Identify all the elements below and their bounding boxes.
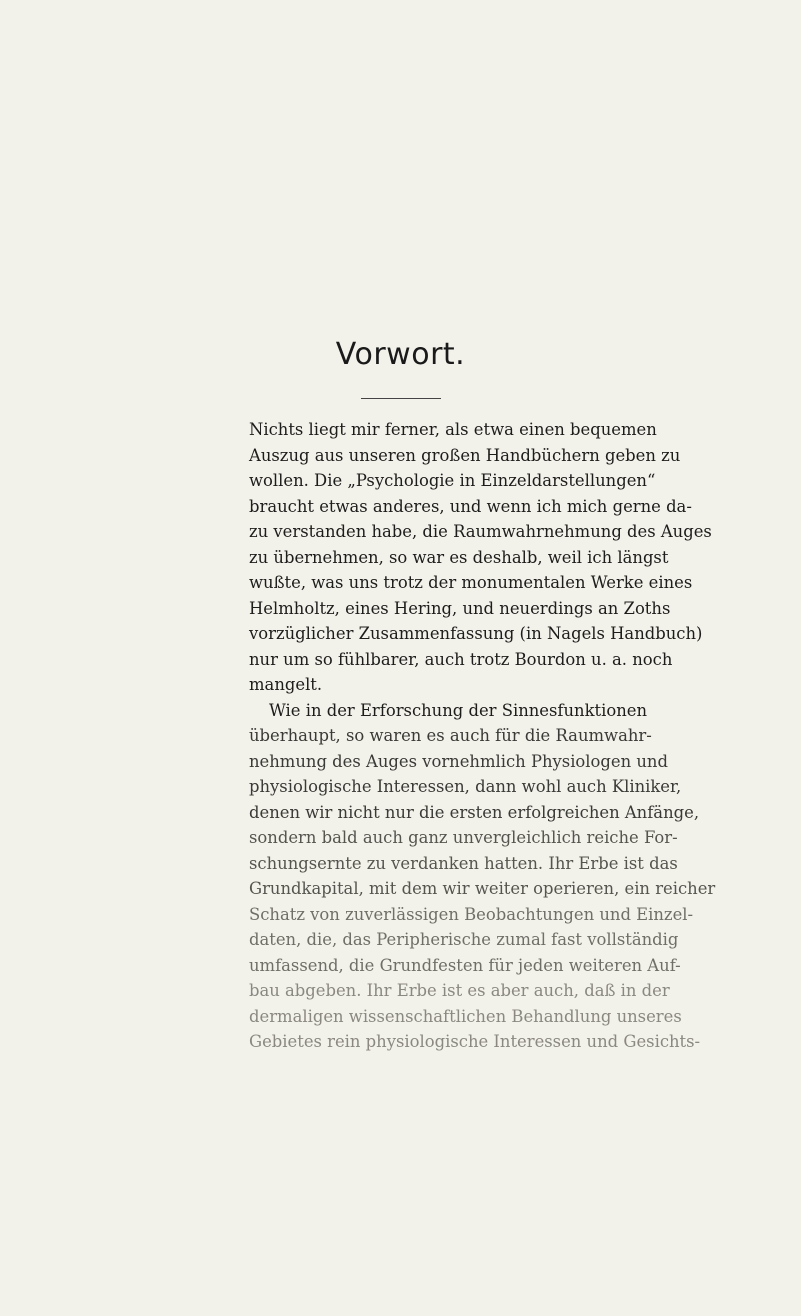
- text-line: Helmholtz, eines Hering, und neuerdings an Zoths: [249, 598, 671, 618]
- text-line: daten, die, das Peripherische zumal fast vollständig: [249, 930, 679, 949]
- heading-divider: [361, 398, 441, 399]
- text-line: denen wir nicht nur die ersten erfolgreichen Anfänge,: [249, 802, 700, 822]
- text-line: Grundkapital, mit dem wir weiter operieren, ein reicher: [249, 879, 716, 898]
- text-line: Gebietes rein physiologische Interessen und Gesichts-: [249, 1032, 701, 1051]
- preface-text: [249, 417, 716, 1055]
- text-line: wußte, was uns trotz der monumentalen Werke eines: [249, 573, 693, 592]
- text-line: zu verstanden habe, die Raumwahrnehmung des Auges: [249, 522, 712, 541]
- text-line: nehmung des Auges vornehmlich Physiologen und: [249, 751, 668, 771]
- text-line: vorzüglicher Zusammenfassung (in Nagels Handbuch): [249, 624, 703, 643]
- text-line: Auszug aus unseren großen Handbüchern geben zu: [249, 445, 681, 465]
- page-heading: Vorwort.: [335, 337, 466, 372]
- text-line: wollen. Die „Psychologie in Einzeldarstellungen“: [249, 471, 656, 490]
- text-line: braucht etwas anderes, und wenn ich mich gerne da-: [249, 496, 692, 516]
- text-line: physiologische Interessen, dann wohl auch Kliniker,: [249, 777, 682, 796]
- text-line: überhaupt, so waren es auch für die Raumwahr-: [249, 726, 652, 745]
- text-line: Schatz von zuverlässigen Beobachtungen und Einzel-: [249, 904, 694, 924]
- text-line: bau abgeben. Ihr Erbe ist es aber auch, daß in der: [249, 981, 670, 1000]
- text-line: nur um so fühlbarer, auch trotz Bourdon u. a. noch: [249, 649, 673, 669]
- text-line: Nichts liegt mir ferner, als etwa einen bequemen: [249, 420, 657, 439]
- text-line: umfassend, die Grundfesten für jeden weiteren Auf-: [249, 955, 681, 975]
- text-line: sondern bald auch ganz unvergleichlich reiche For-: [249, 828, 678, 847]
- text-line: dermaligen wissenschaftlichen Behandlung unseres: [249, 1006, 682, 1026]
- text-line: schungsernte zu verdanken hatten. Ihr Erbe ist das: [249, 853, 678, 873]
- text-line: Wie in der Erforschung der Sinnesfunktionen: [269, 700, 648, 720]
- text-line: mangelt.: [249, 675, 323, 694]
- text-line: zu übernehmen, so war es deshalb, weil ich längst: [249, 547, 669, 567]
